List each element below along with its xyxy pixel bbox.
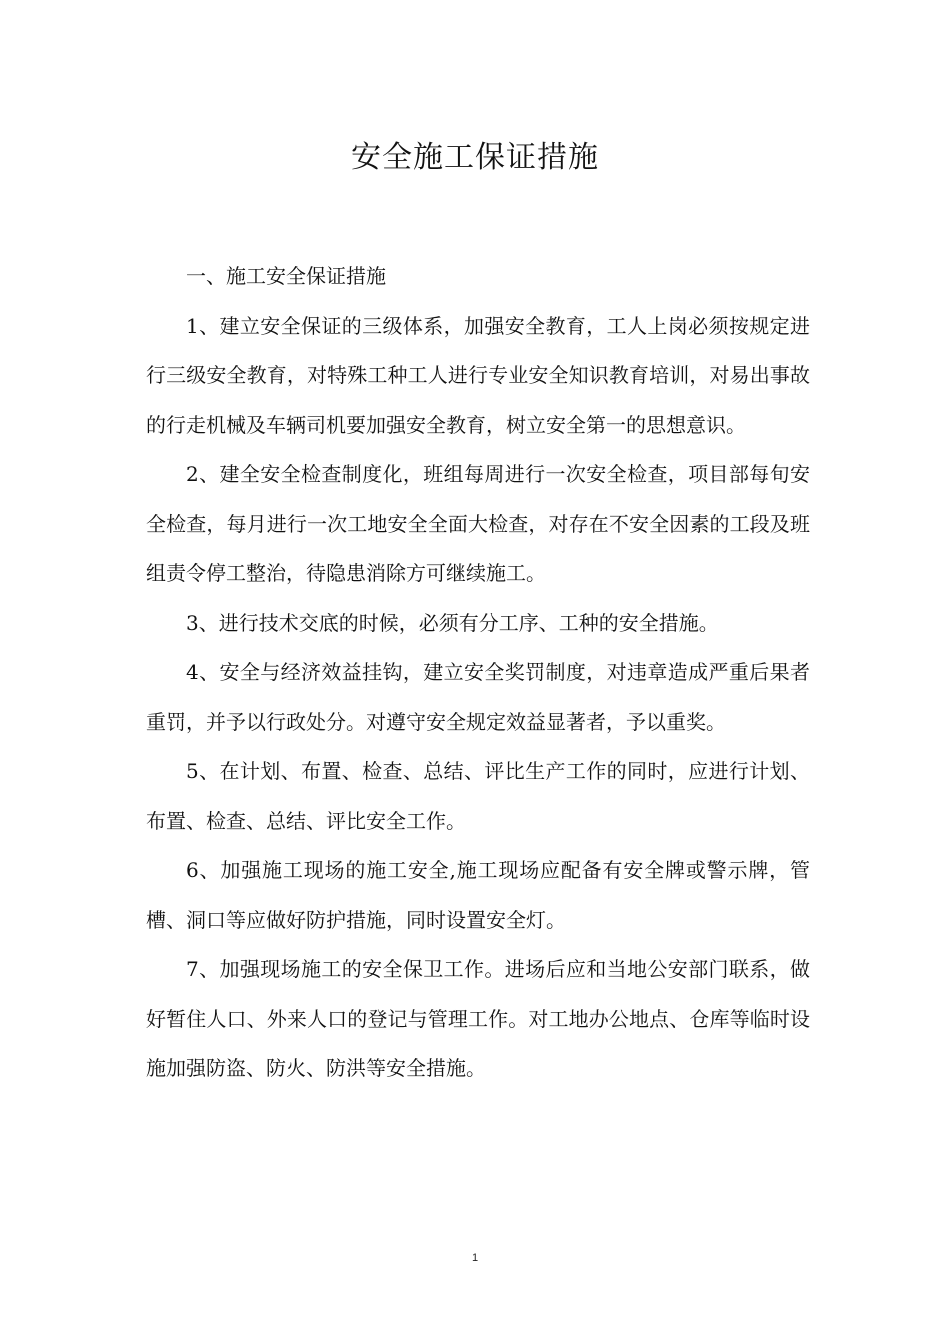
paragraph-7: 7、加强现场施工的安全保卫工作。进场后应和当地公安部门联系，做好暂住人口、外来人口的登记与管理工作。对工地办公地点、仓库等临时设施加强防盗、防火、防洪等安全措施。 bbox=[146, 957, 810, 1080]
paragraph-5: 5、在计划、布置、检查、总结、评比生产工作的同时，应进行计划、布置、检查、总结、评比安全工作。 bbox=[146, 759, 810, 833]
paragraph-4: 4、安全与经济效益挂钩，建立安全奖罚制度，对违章造成严重后果者重罚，并予以行政处分。对遵守安全规定效益显著者，予以重奖。 bbox=[146, 660, 810, 734]
document-body bbox=[146, 252, 810, 1094]
page-number: 1 bbox=[471, 1252, 479, 1264]
section-heading: 一、施工安全保证措施 bbox=[186, 264, 386, 288]
paragraph-1: 1、建立安全保证的三级体系，加强安全教育，工人上岗必须按规定进行三级安全教育，对特殊工种工人进行专业安全知识教育培训，对易出事故的行走机械及车辆司机要加强安全教育，树立安全第一的思想意识。 bbox=[146, 313, 810, 437]
paragraph-3: 3、进行技术交底的时候，必须有分工序、工种的安全措施。 bbox=[186, 610, 719, 635]
document-title: 安全施工保证措施 bbox=[351, 140, 599, 175]
paragraph-6: 6、加强施工现场的施工安全,施工现场应配备有安全牌或警示牌，管槽、洞口等应做好防护措施，同时设置安全灯。 bbox=[146, 858, 810, 932]
paragraph-2: 2、建全安全检查制度化，班组每周进行一次安全检查，项目部每旬安全检查，每月进行一次工地安全全面大检查，对存在不安全因素的工段及班组责令停工整治，待隐患消除方可继续施工。 bbox=[146, 462, 810, 585]
